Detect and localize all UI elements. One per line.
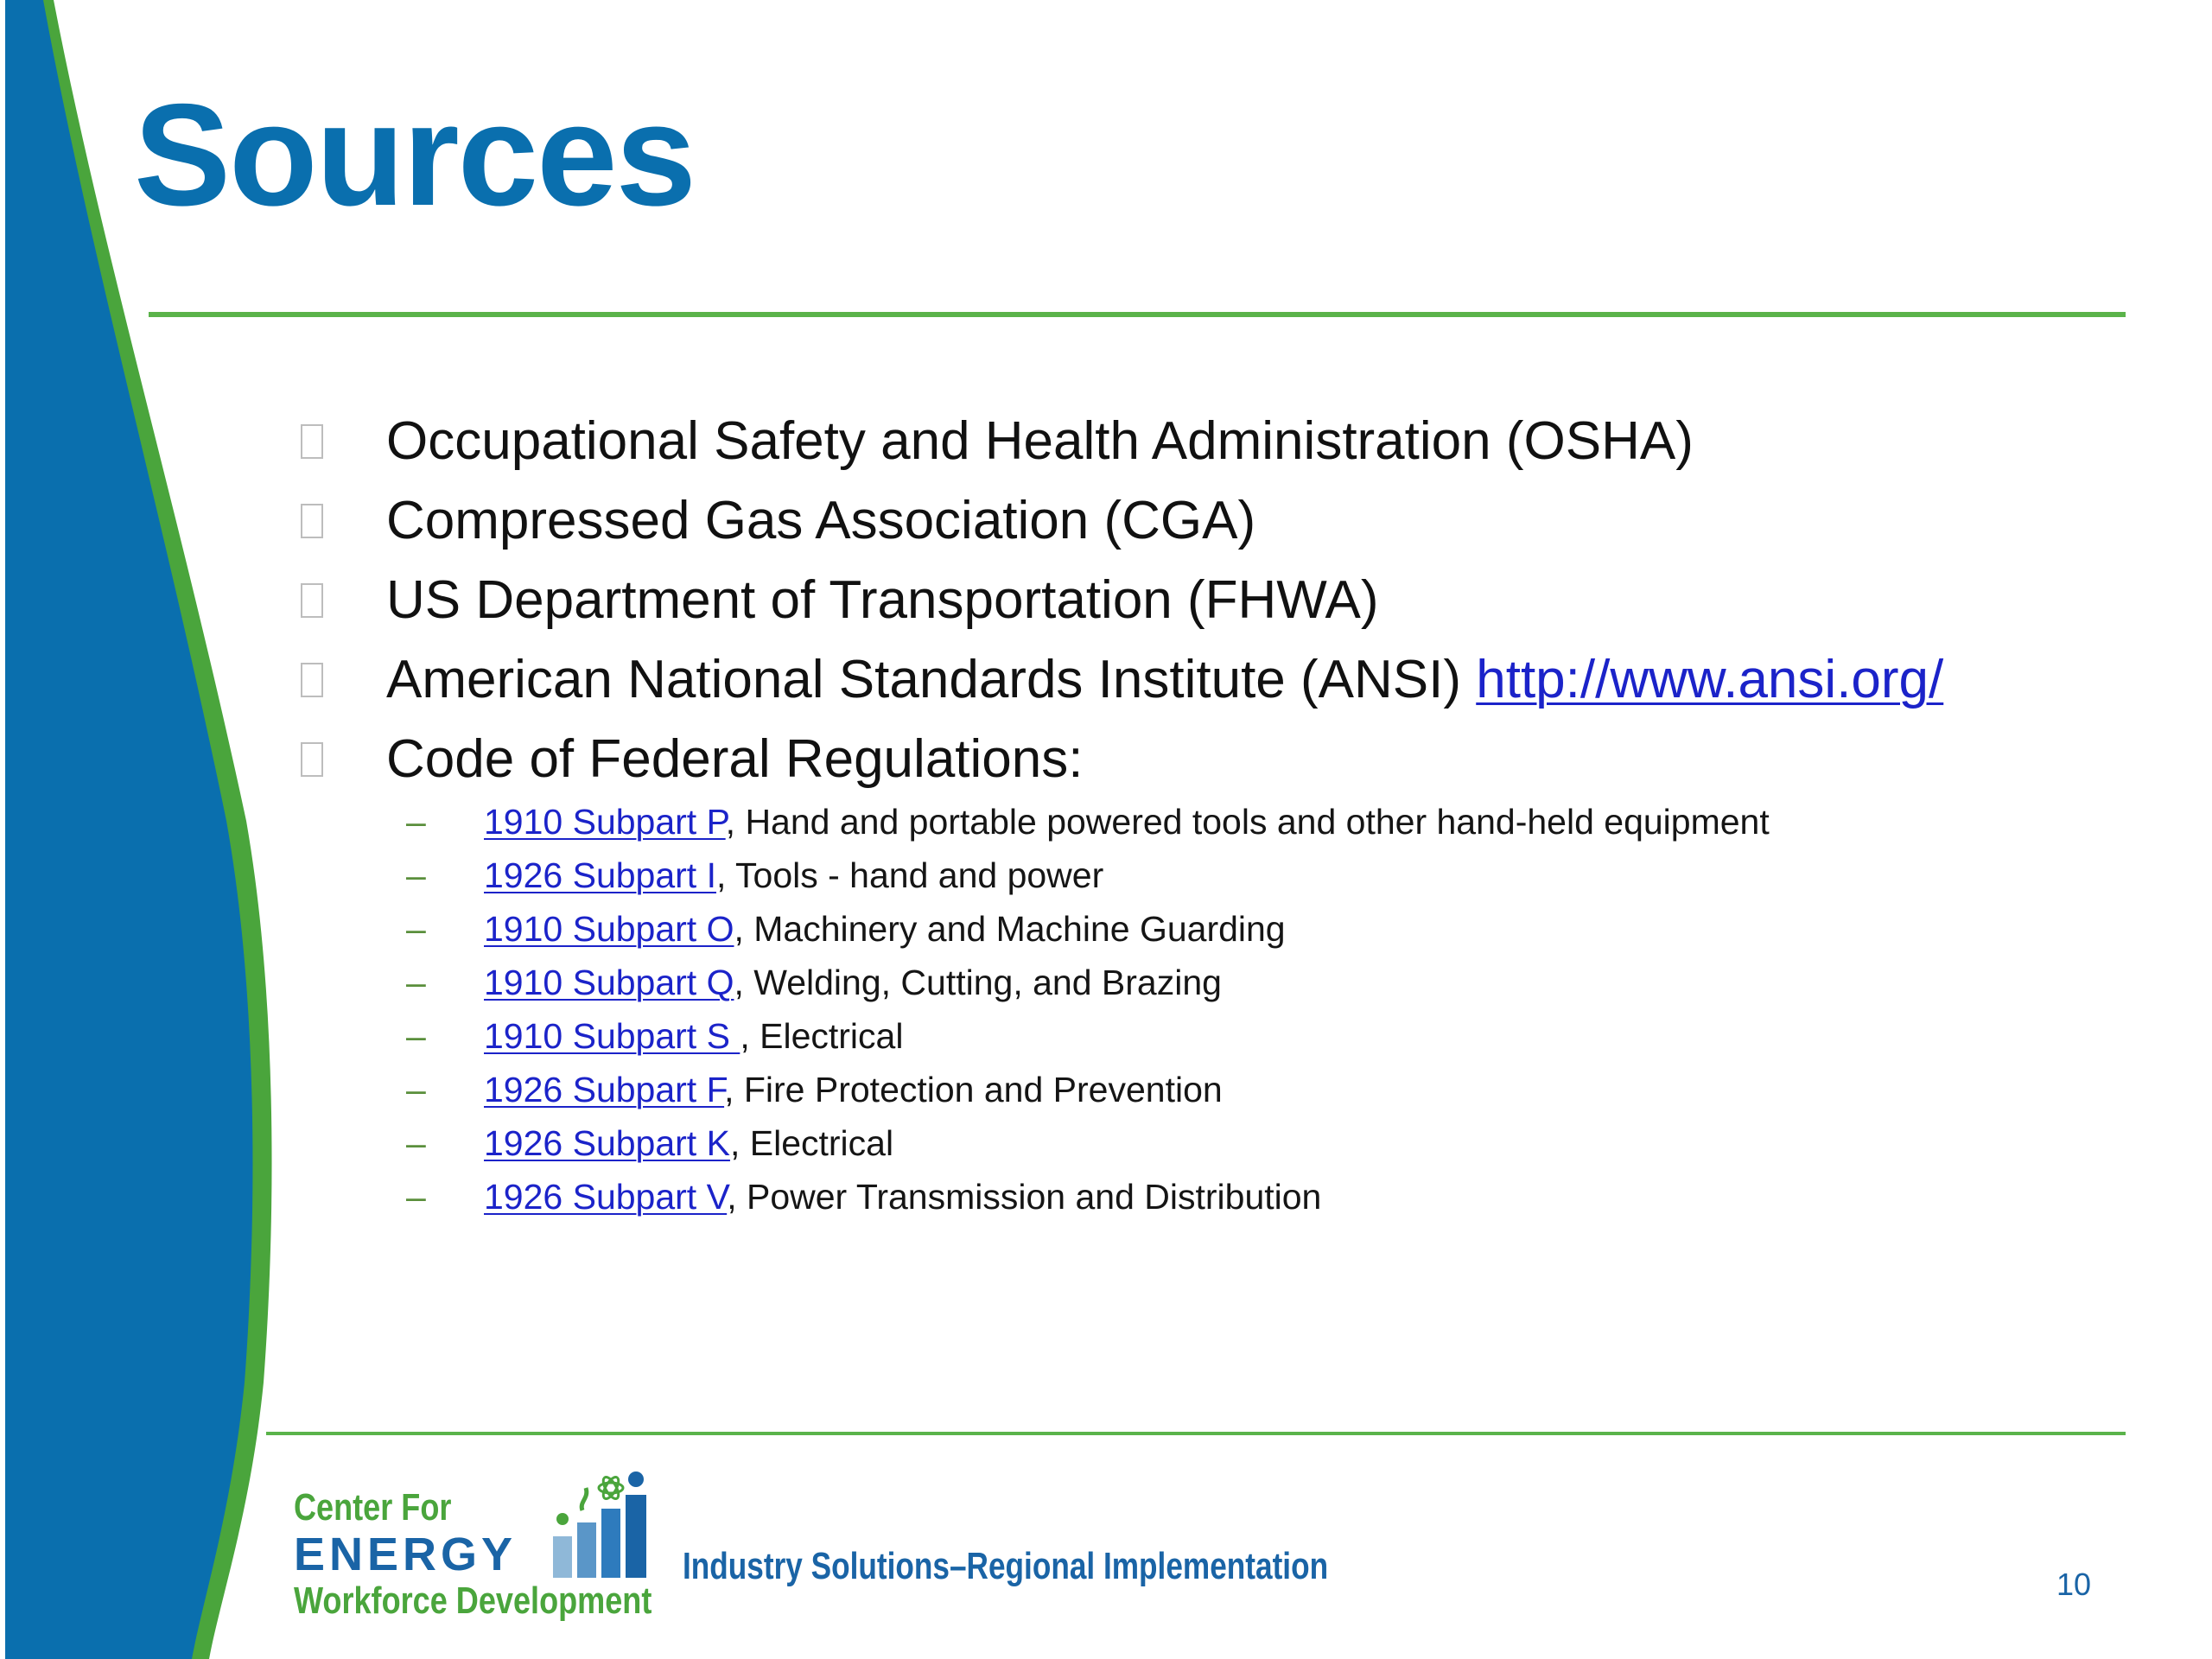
energy-bars-icon: [544, 1469, 657, 1581]
list-item: Compressed Gas Association (CGA): [294, 481, 2108, 561]
dash-bullet-icon: –: [406, 855, 426, 895]
list-item: Occupational Safety and Health Administration (OSHA): [294, 402, 2108, 481]
dash-bullet-icon: –: [406, 1123, 426, 1163]
cfr-link[interactable]: 1910 Subpart S: [484, 1016, 741, 1056]
blue-wave-band: [0, 0, 252, 1659]
square-bullet-icon: [301, 663, 323, 697]
dash-bullet-icon: –: [406, 909, 426, 949]
cfr-link[interactable]: 1926 Subpart F: [484, 1070, 725, 1109]
title-divider: [149, 312, 2126, 317]
cfr-link[interactable]: 1926 Subpart V: [484, 1177, 728, 1217]
ansi-link[interactable]: http://www.ansi.org/: [1476, 650, 1944, 709]
square-bullet-icon: [301, 742, 323, 777]
cfr-link[interactable]: 1926 Subpart I: [484, 855, 716, 895]
cfr-item: – 1926 Subpart V, Power Transmission and Distribution: [406, 1170, 2048, 1224]
cfr-item: – 1926 Subpart F, Fire Protection and Prevention: [406, 1063, 2048, 1116]
list-item: American National Standards Institute (ANSI) http://www.ansi.org/: [294, 640, 2108, 720]
list-item: US Department of Transportation (FHWA): [294, 561, 2108, 640]
cfr-link[interactable]: 1910 Subpart Q: [484, 963, 734, 1002]
square-bullet-icon: [301, 583, 323, 618]
logo-line-center-for: Center For: [294, 1486, 452, 1529]
cfr-item: – 1926 Subpart I, Tools - hand and power: [406, 849, 2048, 902]
footer-divider: [266, 1432, 2126, 1435]
dash-bullet-icon: –: [406, 963, 426, 1002]
dash-bullet-icon: –: [406, 1016, 426, 1056]
cfr-item: – 1910 Subpart Q, Welding, Cutting, and Brazing: [406, 956, 2048, 1009]
cfr-item: – 1910 Subpart S , Electrical: [406, 1009, 2048, 1063]
slide-title: Sources: [134, 73, 695, 236]
cfr-link[interactable]: 1910 Subpart O: [484, 909, 734, 949]
cfr-item: – 1926 Subpart K, Electrical: [406, 1116, 2048, 1170]
logo-line-energy: ENERGY: [294, 1529, 518, 1580]
cfr-item: – 1910 Subpart O, Machinery and Machine Guarding: [406, 902, 2048, 956]
left-edge-strip: [0, 0, 5, 1659]
cfr-item: – 1910 Subpart P, Hand and portable powered tools and other hand-held equipment: [406, 795, 2048, 849]
footer-tagline: Industry Solutions–Regional Implementation: [683, 1545, 1329, 1587]
cfr-link[interactable]: 1926 Subpart K: [484, 1123, 730, 1163]
cfr-link[interactable]: 1910 Subpart P: [484, 802, 726, 842]
square-bullet-icon: [301, 424, 323, 459]
source-list: [294, 402, 2108, 799]
square-bullet-icon: [301, 504, 323, 538]
list-item: Code of Federal Regulations:: [294, 720, 2108, 799]
dash-bullet-icon: –: [406, 802, 426, 842]
dash-bullet-icon: –: [406, 1177, 426, 1217]
page-number: 10: [2056, 1567, 2092, 1602]
cfr-list: [406, 795, 2048, 1224]
dash-bullet-icon: –: [406, 1070, 426, 1109]
logo-line-workforce: Workforce Development: [294, 1580, 652, 1622]
